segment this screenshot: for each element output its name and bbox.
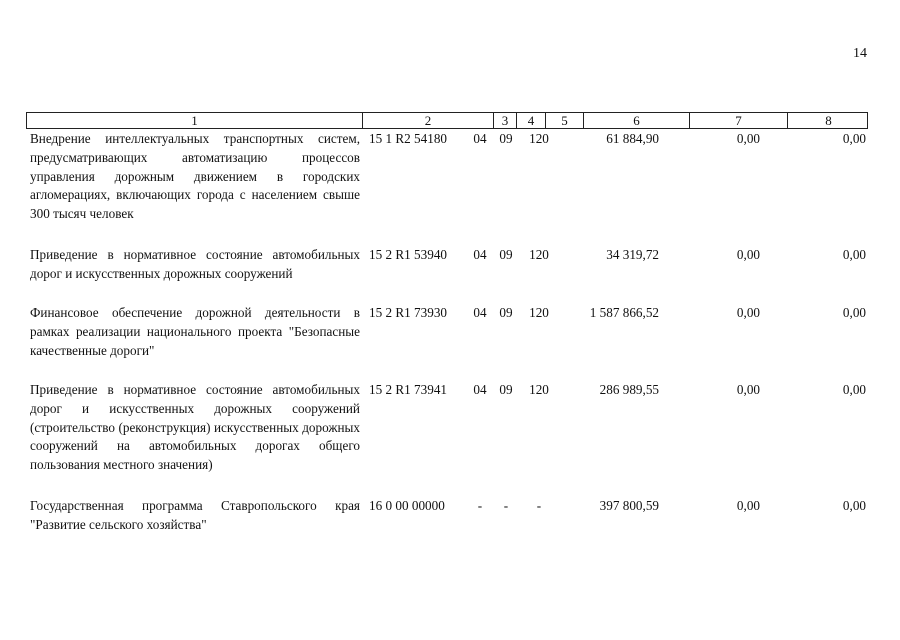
row-expense-type: 120 xyxy=(529,131,549,146)
row-description: Приведение в нормативное состояние автомобильных дорог и искусственных дорожных сооружений (строительство (реконструкция) искусственных дорожных сооружений на автомобильных дорогах общего пользования местного значения) xyxy=(30,382,360,473)
row-subsection: 09 xyxy=(499,382,513,397)
row-amount-col6: 61 884,90 xyxy=(606,131,659,146)
row-amount-col7: 0,00 xyxy=(736,382,760,397)
row-code: 15 2 R1 73930 xyxy=(369,305,448,320)
row-subsection: 09 xyxy=(499,305,513,320)
header-col-6: 6 xyxy=(584,113,690,128)
row-code: 15 2 R1 73941 xyxy=(369,382,448,397)
header-col-1: 1 xyxy=(27,113,363,128)
row-expense-type: 120 xyxy=(529,382,549,397)
row-subsection: - xyxy=(503,498,509,513)
row-section: 04 xyxy=(473,382,487,397)
header-col-3: 3 xyxy=(494,113,517,128)
row-amount-col8: 0,00 xyxy=(842,498,866,513)
header-col-5: 5 xyxy=(546,113,584,128)
row-amount-col8: 0,00 xyxy=(842,305,866,320)
row-description: Финансовое обеспечение дорожной деятельности в рамках реализации национального проекта "Безопасные качественные дороги" xyxy=(30,305,360,358)
header-col-7: 7 xyxy=(690,113,788,128)
row-code: 15 1 R2 54180 xyxy=(369,131,448,146)
row-section: 04 xyxy=(473,305,487,320)
row-amount-col8: 0,00 xyxy=(842,247,866,262)
page-number: 14 xyxy=(853,46,867,61)
row-subsection: 09 xyxy=(499,247,513,262)
row-amount-col6: 1 587 866,52 xyxy=(589,305,659,320)
row-amount-col8: 0,00 xyxy=(842,131,866,146)
row-amount-col7: 0,00 xyxy=(736,498,760,513)
row-amount-col6: 286 989,55 xyxy=(599,382,659,397)
row-description: Приведение в нормативное состояние автомобильных дорог и искусственных дорожных сооружений xyxy=(30,247,360,281)
row-subsection: 09 xyxy=(499,131,513,146)
header-col-8: 8 xyxy=(825,113,832,128)
header-col-2: 2 xyxy=(363,113,494,128)
row-amount-col7: 0,00 xyxy=(736,247,760,262)
row-expense-type: 120 xyxy=(529,247,549,262)
row-amount-col6: 397 800,59 xyxy=(599,498,659,513)
row-description: Государственная программа Ставропольского края "Развитие сельского хозяйства" xyxy=(30,498,360,532)
row-amount-col6: 34 319,72 xyxy=(606,247,659,262)
row-amount-col7: 0,00 xyxy=(736,305,760,320)
header-col-4: 4 xyxy=(517,113,546,128)
table-header xyxy=(26,112,868,129)
row-amount-col8: 0,00 xyxy=(842,382,866,397)
row-expense-type: 120 xyxy=(529,305,549,320)
row-section: - xyxy=(477,498,483,513)
row-expense-type: - xyxy=(536,498,542,513)
row-code: 16 0 00 00000 xyxy=(369,498,445,513)
row-section: 04 xyxy=(473,247,487,262)
row-amount-col7: 0,00 xyxy=(736,131,760,146)
row-code: 15 2 R1 53940 xyxy=(369,247,448,262)
row-section: 04 xyxy=(473,131,487,146)
row-description: Внедрение интеллектуальных транспортных систем, предусматривающих автоматизацию процессов управления дорожным движением в городских агломерациях, включающих города с населением свыше 300 тысяч человек xyxy=(30,131,360,222)
